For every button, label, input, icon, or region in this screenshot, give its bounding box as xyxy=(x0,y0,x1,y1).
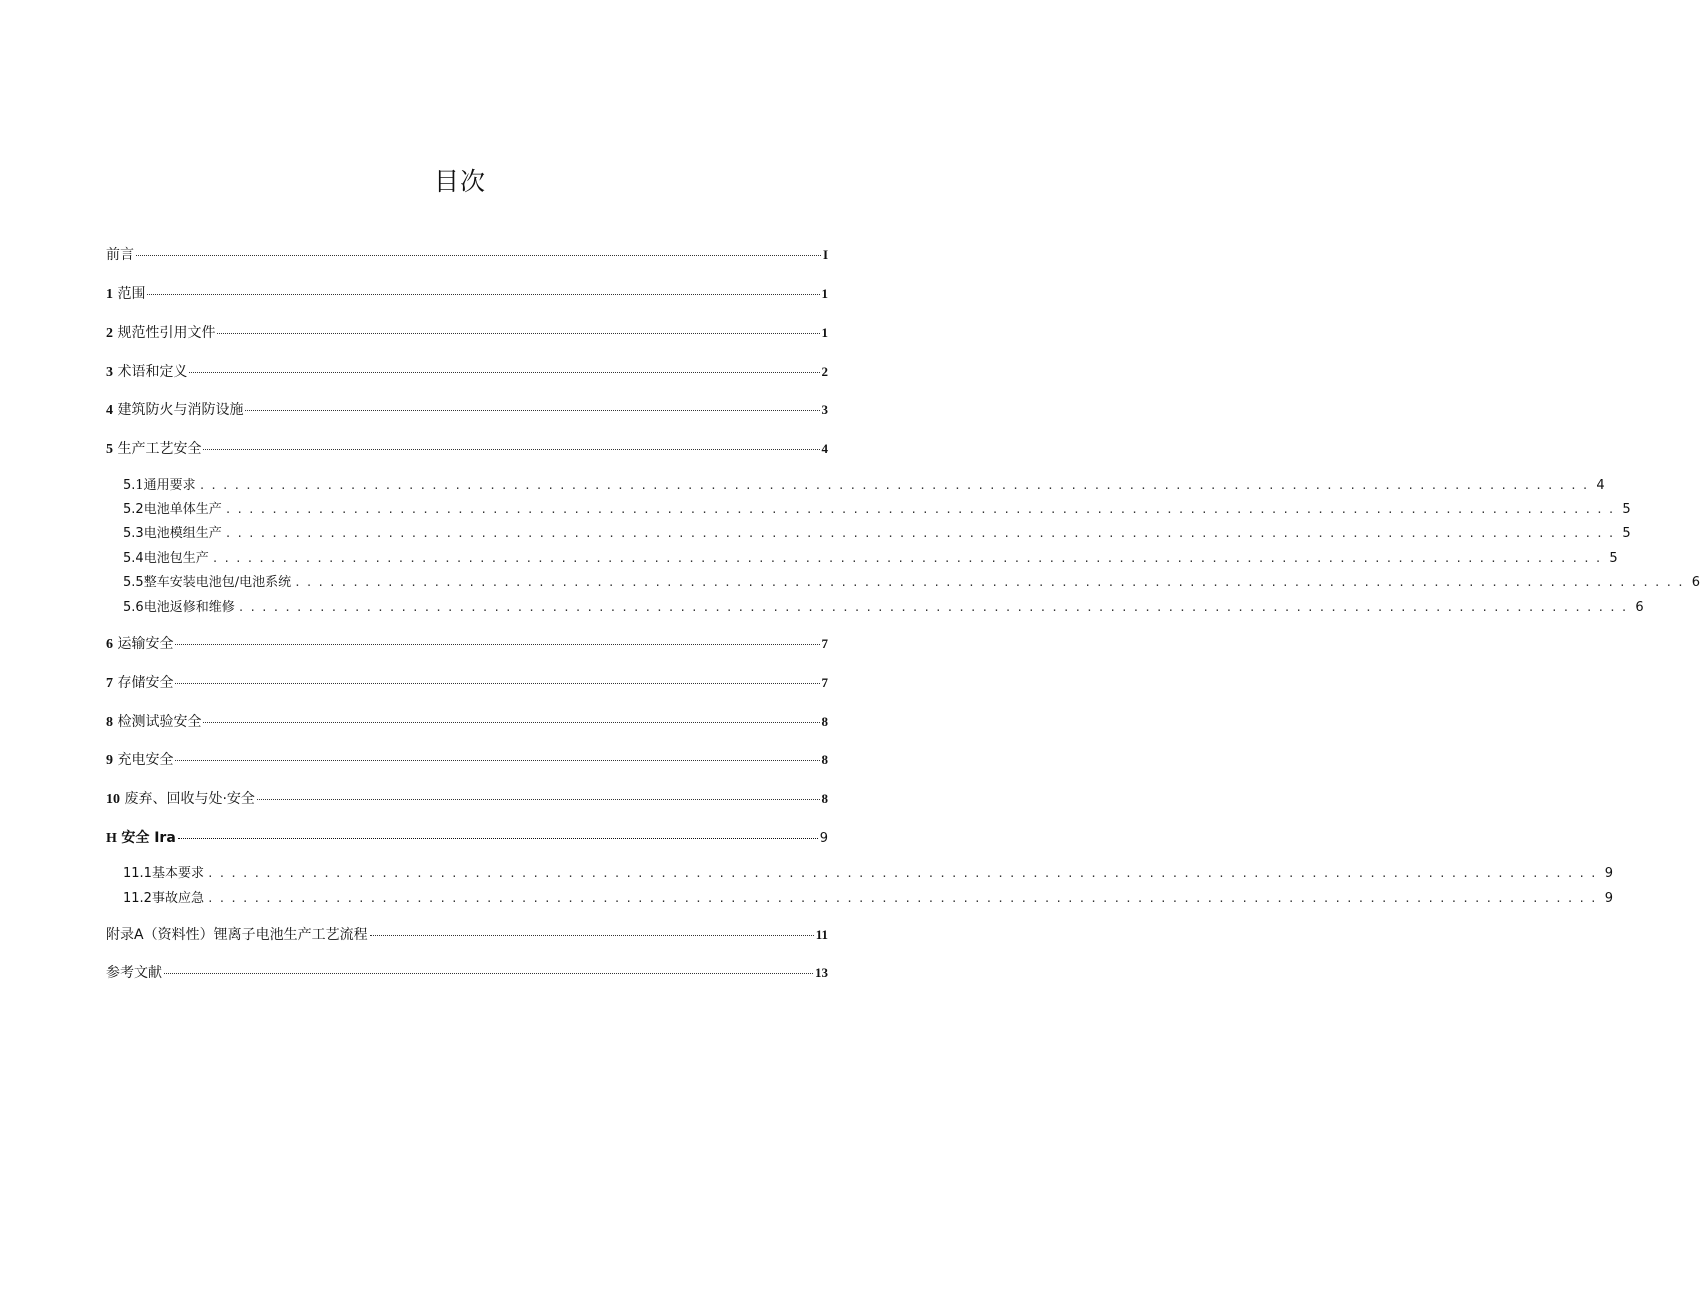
toc-entry-number: 5.4 xyxy=(123,551,144,566)
toc-entry-appendix-a[interactable] xyxy=(106,924,828,944)
toc-entry-page: 7 xyxy=(821,636,828,651)
dot-leader: ........................................................................................................................ xyxy=(224,527,1620,540)
toc-entry-label: 术语和定义 xyxy=(117,364,188,380)
toc-entry-page: 2 xyxy=(821,364,828,379)
toc-entry-page: 11 xyxy=(815,927,828,942)
toc-entry-9[interactable] xyxy=(106,749,828,769)
toc-entry-label: 规范性引用文件 xyxy=(117,325,216,341)
toc-entry-1[interactable] xyxy=(106,283,828,303)
toc-entry-label: 安全 Ira xyxy=(121,830,176,846)
toc-entry-5-1[interactable] xyxy=(123,474,1605,493)
toc-entry-number: 7 xyxy=(106,676,113,691)
toc-entry-number: H xyxy=(106,831,117,846)
toc-entry-5-4[interactable] xyxy=(123,547,1618,566)
dot-leader xyxy=(245,409,819,411)
toc-entry-page: 8 xyxy=(821,791,828,806)
toc-entry-label: 参考文献 xyxy=(106,965,162,981)
dot-leader: ........................................................................................................................ xyxy=(294,576,1689,589)
toc-entry-number: 5.6 xyxy=(123,600,144,615)
toc-entry-page: 8 xyxy=(821,752,828,767)
toc-entry-5[interactable] xyxy=(106,438,828,458)
dot-leader: ........................................................................................................................ xyxy=(206,867,1602,880)
dot-leader xyxy=(370,934,814,936)
toc-entry-page: 8 xyxy=(821,714,828,729)
dot-leader xyxy=(178,837,818,839)
toc-entry-label: 充电安全 xyxy=(117,752,174,768)
toc-entry-number: 5.3 xyxy=(123,526,144,541)
toc-entry-page: 5 xyxy=(1622,526,1631,541)
page-title: 目次 xyxy=(433,167,486,196)
dot-leader xyxy=(175,759,819,761)
toc-entry-references[interactable] xyxy=(106,962,828,982)
toc-entry-7[interactable] xyxy=(106,672,828,692)
toc-entry-number: 4 xyxy=(106,403,113,418)
dot-leader xyxy=(164,972,813,974)
toc-entry-number: 6 xyxy=(106,637,113,652)
dot-leader xyxy=(147,293,819,295)
toc-entry-foreword[interactable] xyxy=(106,244,828,264)
toc-entry-8[interactable] xyxy=(106,711,828,731)
toc-entry-number: 5.2 xyxy=(123,502,144,517)
dot-leader xyxy=(257,798,820,800)
toc-entry-number: 11.2 xyxy=(123,891,152,906)
toc-entry-5-5[interactable] xyxy=(123,571,1700,590)
toc-entry-page: 6 xyxy=(1635,600,1644,615)
toc-entry-label: 运输安全 xyxy=(117,636,174,652)
toc-entry-5-3[interactable] xyxy=(123,522,1631,541)
toc-entry-page: 9 xyxy=(1604,891,1613,906)
toc-entry-label: 范围 xyxy=(117,286,146,302)
toc-entry-page: I xyxy=(822,247,828,262)
dot-leader xyxy=(175,643,819,645)
toc-entry-number: 5.5 xyxy=(123,575,144,590)
toc-entry-11-2[interactable] xyxy=(123,887,1613,906)
dot-leader xyxy=(189,371,819,373)
toc-entry-5-2[interactable] xyxy=(123,498,1631,517)
toc-entry-11-1[interactable] xyxy=(123,862,1613,881)
toc-entry-page: 7 xyxy=(821,675,828,690)
dot-leader: ........................................................................................................................ xyxy=(224,503,1620,516)
toc-entry-label: 1通用要求 xyxy=(135,478,196,493)
toc-entry-label: 电池返修和维修 xyxy=(143,600,235,615)
toc-entry-label: 建筑防火与消防设施 xyxy=(117,402,244,418)
dot-leader: ........................................................................................................................ xyxy=(198,479,1594,492)
toc-entry-page: 9 xyxy=(819,831,828,846)
toc-entry-page: 4 xyxy=(821,441,828,456)
toc-entry-10[interactable] xyxy=(106,788,828,808)
toc-entry-page: 1 xyxy=(821,286,828,301)
toc-entry-label: 检测试验安全 xyxy=(117,714,202,730)
toc-entry-page: 5 xyxy=(1622,502,1631,517)
toc-entry-3[interactable] xyxy=(106,361,828,381)
toc-entry-number: 5. xyxy=(123,478,136,493)
toc-entry-number: 11.1 xyxy=(123,866,152,881)
dot-leader xyxy=(175,682,819,684)
toc-entry-number: 9 xyxy=(106,753,113,768)
toc-entry-label: 废弃、回收与处·安全 xyxy=(124,791,255,807)
toc-entry-number: 8 xyxy=(106,715,113,730)
toc-entry-page: 5 xyxy=(1609,551,1618,566)
toc-entry-label: 整车安装电池包/电池系统 xyxy=(143,575,292,590)
dot-leader xyxy=(136,254,821,256)
toc-entry-page: 6 xyxy=(1691,575,1700,590)
toc-entry-number: 2 xyxy=(106,326,113,341)
toc-entry-number: 10 xyxy=(106,792,120,807)
dot-leader: ........................................................................................................................ xyxy=(211,552,1607,565)
dot-leader xyxy=(217,332,819,334)
dot-leader xyxy=(203,721,819,723)
toc-entry-page: 1 xyxy=(821,325,828,340)
toc-entry-number: 3 xyxy=(106,365,113,380)
toc-entry-number: 1 xyxy=(106,287,113,302)
toc-entry-label: 电池单体生产 xyxy=(143,502,222,517)
toc-entry-11[interactable] xyxy=(106,827,828,847)
toc-entry-number: 5 xyxy=(106,442,113,457)
dot-leader: ........................................................................................................................ xyxy=(206,892,1602,905)
toc-entry-label: 电池模组生产 xyxy=(143,526,222,541)
toc-entry-2[interactable] xyxy=(106,322,828,342)
toc-entry-label: 附录A（资料性）锂离子电池生产工艺流程 xyxy=(106,927,368,943)
toc-entry-page: 9 xyxy=(1604,866,1613,881)
toc-entry-5-6[interactable] xyxy=(123,596,1644,615)
toc-entry-label: 生产工艺安全 xyxy=(117,441,202,457)
toc-entry-label: 基本要求 xyxy=(151,866,204,881)
toc-entry-label: 存储安全 xyxy=(117,675,174,691)
toc-entry-page: 13 xyxy=(815,965,828,980)
dot-leader: ........................................................................................................................ xyxy=(237,601,1633,614)
toc-entry-label: 前言 xyxy=(106,247,134,263)
toc-entry-page: 3 xyxy=(821,402,828,417)
toc-entry-6[interactable] xyxy=(106,633,828,653)
toc-entry-label: 事故应急 xyxy=(151,891,204,906)
dot-leader xyxy=(203,448,819,450)
toc-entry-page: 4 xyxy=(1596,478,1605,493)
toc-entry-label: 电池包生产 xyxy=(143,551,209,566)
toc-entry-4[interactable] xyxy=(106,399,828,419)
